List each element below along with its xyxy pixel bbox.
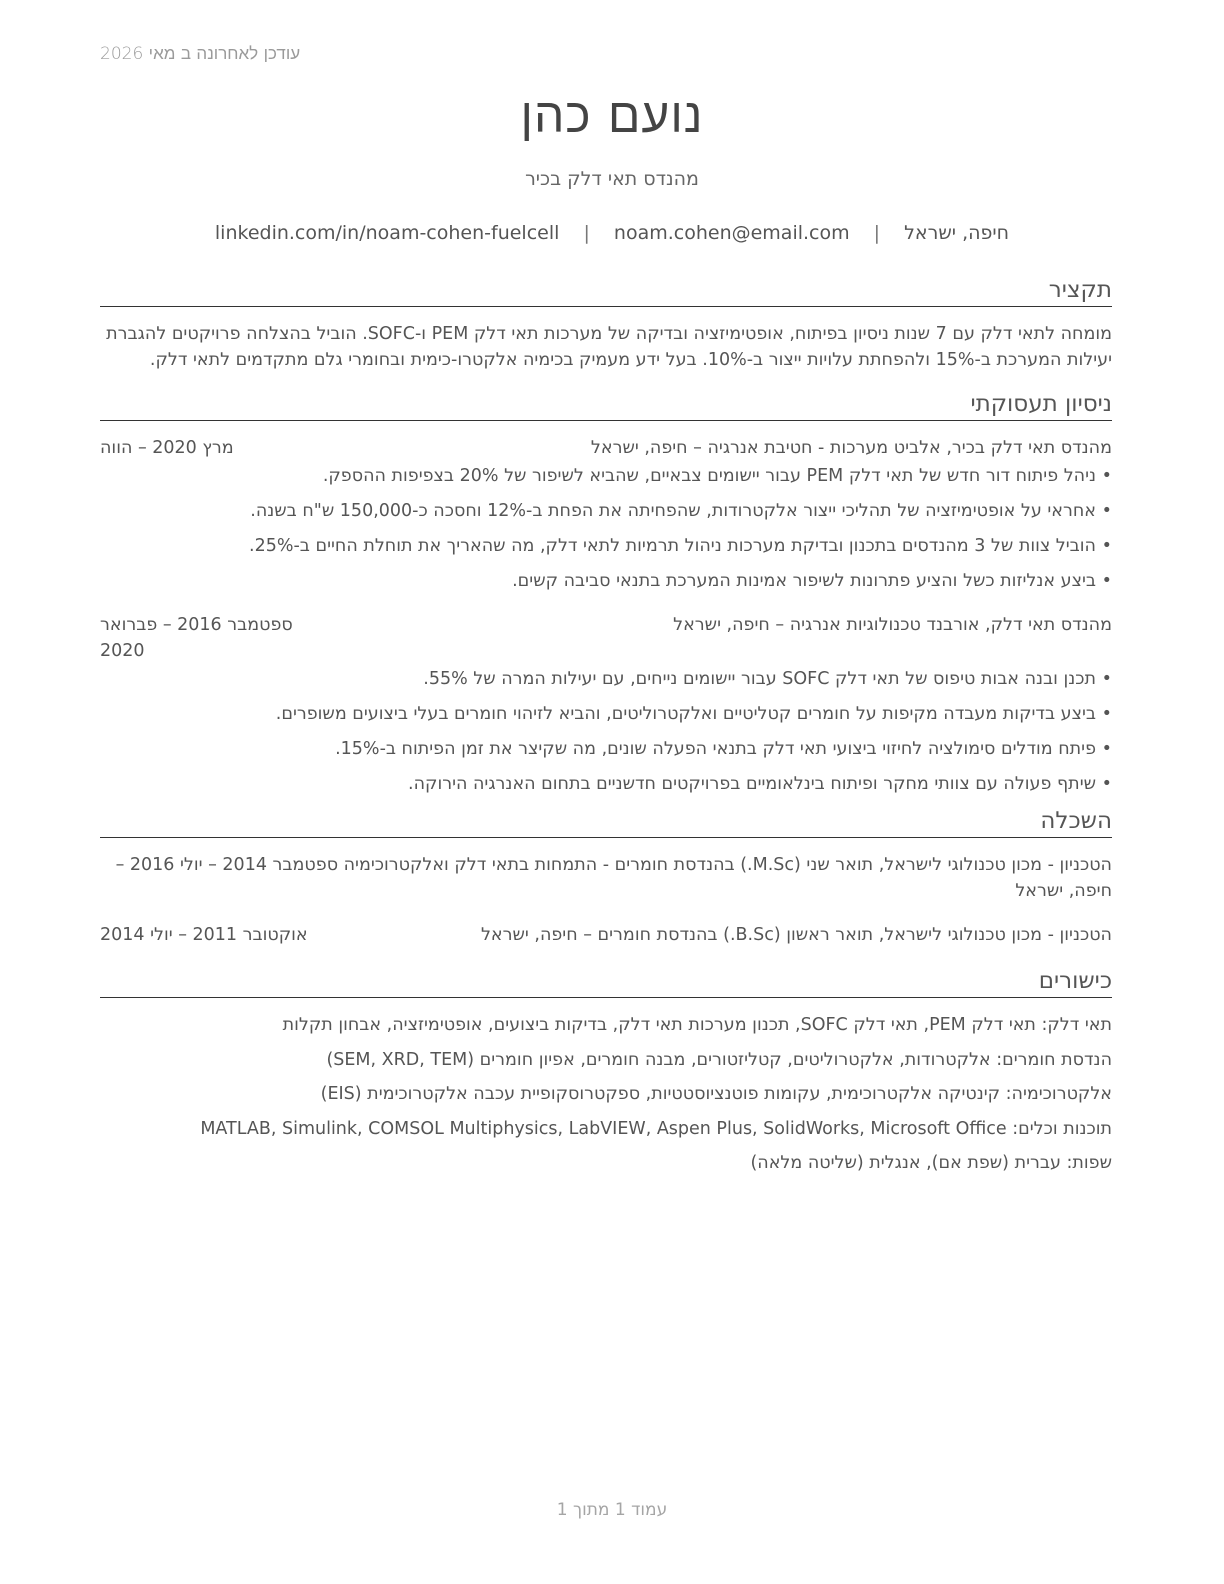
skills-heading: כישורים bbox=[100, 966, 1112, 998]
job-bullet: • ביצע בדיקות מעבדה מקיפות על חומרים קטליטיים ואלקטרוליטים, והביא לזיהוי חומרים בעלי ביצועים משופרים. bbox=[100, 701, 1112, 727]
contact-email[interactable]: noam.cohen@email.com bbox=[613, 222, 850, 244]
contact-line bbox=[0, 222, 1224, 244]
job-bullet: • הוביל צוות של 3 מהנדסים בתכנון ובדיקת מערכות ניהול תרמיות לתאי דלק, מה שהאריך את תוחלת החיים ב-25%. bbox=[100, 533, 1112, 559]
education-heading: השכלה bbox=[100, 806, 1112, 838]
education-entry bbox=[100, 922, 1112, 948]
job-bullet: • ביצע אנליזות כשל והציע פתרונות לשיפור אמינות המערכת בתנאי סביבה קשים. bbox=[100, 568, 1112, 594]
education-entry: הטכניון - מכון טכנולוגי לישראל, תואר שני (M.Sc.) בהנדסת חומרים - התמחות בתאי דלק ואלקטרוכימיה ספטמבר 2014 – יולי 2016 – חיפה, ישראל bbox=[115, 855, 1112, 901]
job-bullets bbox=[100, 666, 1112, 797]
education-degree: הטכניון - מכון טכנולוגי לישראל, תואר ראשון (B.Sc.) בהנדסת חומרים – חיפה, ישראל bbox=[480, 925, 1112, 945]
job-header bbox=[100, 612, 1112, 664]
job-bullet: • ניהל פיתוח דור חדש של תאי דלק PEM עבור יישומים צבאיים, שהביא לשיפור של 20% בצפיפות ההספק. bbox=[100, 463, 1112, 489]
resume-content bbox=[100, 275, 1112, 1185]
skills-line: תאי דלק: תאי דלק PEM, תאי דלק SOFC, תכנון מערכות תאי דלק, בדיקות ביצועים, אופטימיזציה, אבחון תקלות bbox=[282, 1015, 1112, 1035]
summary-text: מומחה לתאי דלק עם 7 שנות ניסיון בפיתוח, אופטימיזציה ובדיקה של מערכות תאי דלק PEM ו-SOFC. הוביל בהצלחה פרויקטים להגברת יעילות המערכת ב-15% ולהפחתת עלויות ייצור ב-10%. בעל ידע מעמיק בכימיה אלקטרו-כימית ובחומרי גלם מתקדמים לתאי דלק. bbox=[106, 324, 1112, 370]
job-bullets bbox=[100, 463, 1112, 594]
summary-heading: תקציר bbox=[100, 275, 1112, 307]
experience-heading: ניסיון תעסוקתי bbox=[100, 389, 1112, 421]
candidate-title: מהנדס תאי דלק בכיר bbox=[525, 168, 699, 190]
job-bullet: • אחראי על אופטימיזציה של תהליכי ייצור אלקטרודות, שהפחיתה את הפחת ב-12% וחסכה כ-150,000 ש"ח בשנה. bbox=[100, 498, 1112, 524]
job-entry bbox=[100, 612, 1112, 797]
skills-line: תוכנות וכלים: MATLAB, Simulink, COMSOL Multiphysics, LabVIEW, Aspen Plus, SolidWorks, Microsoft Office bbox=[200, 1118, 1112, 1139]
contact-location: חיפה, ישראל bbox=[904, 222, 1010, 244]
job-dates: מרץ 2020 – הווה bbox=[100, 438, 234, 458]
skills-line: אלקטרוכימיה: קינטיקה אלקטרוכימית, עקומות פוטנציוסטטיות, ספקטרוסקופיית עכבה אלקטרוכימית (EIS) bbox=[320, 1084, 1112, 1104]
skills-line: הנדסת חומרים: אלקטרודות, אלקטרוליטים, קטליזטורים, מבנה חומרים, אפיון חומרים (SEM, XRD, TEM) bbox=[326, 1049, 1112, 1070]
job-header bbox=[100, 435, 1112, 461]
contact-linkedin[interactable]: linkedin.com/in/noam-cohen-fuelcell bbox=[214, 222, 560, 244]
contact-separator: | bbox=[583, 222, 590, 244]
job-entry bbox=[100, 435, 1112, 594]
skills-line: שפות: עברית (שפת אם), אנגלית (שליטה מלאה) bbox=[750, 1153, 1112, 1173]
job-role: מהנדס תאי דלק בכיר, אלביט מערכות - חטיבת אנרגיה – חיפה, ישראל bbox=[590, 438, 1112, 458]
job-bullet: • שיתף פעולה עם צוותי מחקר ופיתוח בינלאומיים בפרויקטים חדשניים בתחום האנרגיה הירוקה. bbox=[100, 771, 1112, 797]
job-bullet: • פיתח מודלים סימולציה לחיזוי ביצועי תאי דלק בתנאי הפעלה שונים, מה שקיצר את זמן הפיתוח ב-15%. bbox=[100, 736, 1112, 762]
job-dates: ספטמבר 2016 – פברואר 2020 bbox=[100, 615, 293, 661]
contact-separator: | bbox=[873, 222, 881, 244]
last-updated: עודכן לאחרונה ב מאי 2026 bbox=[100, 44, 301, 64]
job-role: מהנדס תאי דלק, אורבנד טכנולוגיות אנרגיה – חיפה, ישראל bbox=[673, 615, 1112, 635]
page-number: עמוד 1 מתוך 1 bbox=[556, 1500, 668, 1520]
candidate-name: נועם כהן bbox=[520, 88, 704, 144]
job-bullet: • תכנן ובנה אבות טיפוס של תאי דלק SOFC עבור יישומים נייחים, עם יעילות המרה של 55%. bbox=[100, 666, 1112, 692]
education-dates: אוקטובר 2011 – יולי 2014 bbox=[100, 925, 308, 945]
